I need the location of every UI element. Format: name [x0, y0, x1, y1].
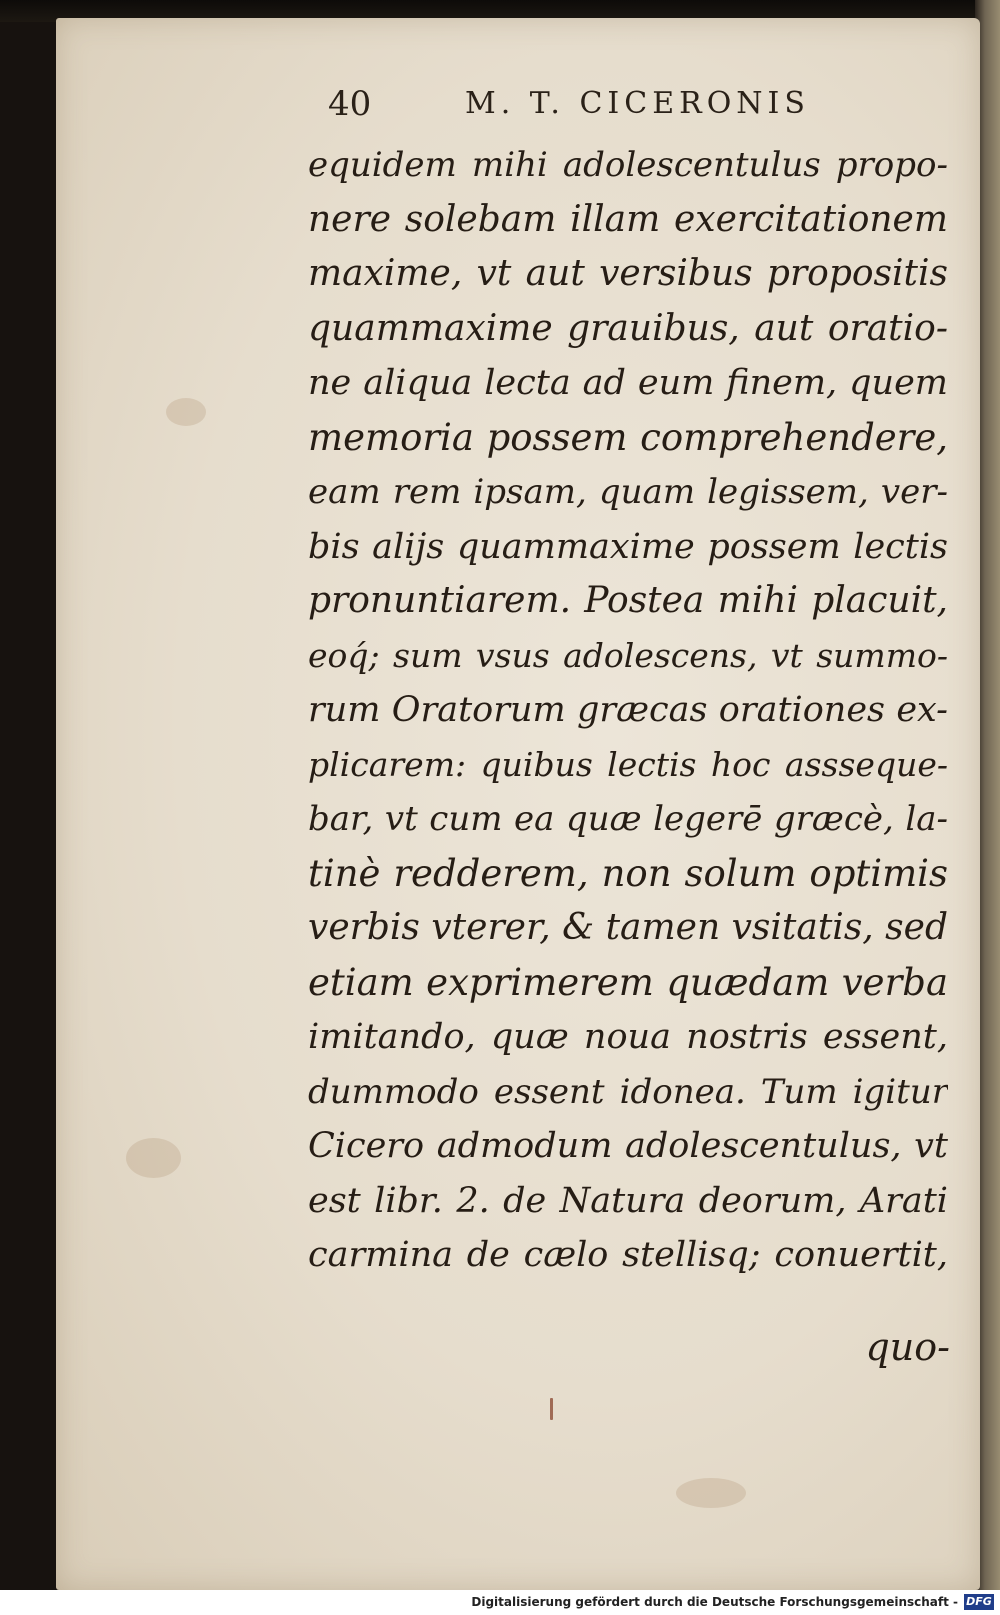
text-line: ne aliqua lecta ad eum finem, quem: [308, 363, 948, 403]
text-line: bis alijs quammaxime possem lectis: [308, 526, 948, 567]
text-line: bar, vt cum ea quæ legerē græcè, la-: [308, 799, 948, 839]
ink-mark: [550, 1398, 553, 1420]
text-line: etiam exprimerem quædam verba: [308, 960, 948, 1004]
running-head: M. T. CICERONIS: [465, 86, 810, 121]
text-line: nere solebam illam exercitationem: [308, 198, 948, 240]
digitization-footer: [0, 1590, 1000, 1615]
text-line: eoq́; sum vsus adolescens, vt summo-: [308, 635, 948, 675]
text-line: carmina de cælo stellisq; conuertit,: [308, 1235, 948, 1275]
text-line: memoria possem comprehendere,: [308, 415, 948, 459]
page-header: [320, 78, 840, 134]
text-line: rum Oratorum græcas orationes ex-: [308, 690, 948, 730]
text-line: dummodo essent idonea. Tum igitur: [308, 1071, 948, 1112]
catchword: quo-: [865, 1325, 950, 1369]
text-line: plicarem: quibus lectis hoc assseque-: [308, 744, 948, 784]
text-line: est libr. 2. de Natura deorum, Arati: [308, 1180, 948, 1221]
text-line: imitando, quæ noua nostris essent,: [308, 1017, 948, 1057]
text-line: quammaxime grauibus, aut oratio-: [308, 307, 948, 349]
text-line: equidem mihi adolescentulus propo-: [308, 145, 948, 185]
body-text: [308, 138, 948, 1283]
text-line: maxime, vt aut versibus propositis: [308, 253, 948, 294]
text-line: verbis vterer, & tamen vsitatis, sed: [308, 907, 948, 948]
text-line: eam rem ipsam, quam legissem, ver-: [308, 472, 948, 512]
text-line: pronuntiarem. Postea mihi placuit,: [308, 580, 948, 621]
page-number: 40: [328, 84, 372, 124]
dfg-logo: DFG: [964, 1594, 994, 1610]
text-line: Cicero admodum adolescentulus, vt: [308, 1126, 948, 1166]
text-line: tinè redderem, non solum optimis: [308, 851, 948, 895]
paper-stain: [166, 398, 206, 426]
funding-credit: Digitalisierung gefördert durch die Deutsche Forschungsgemeinschaft -: [471, 1595, 958, 1609]
paper-stain: [676, 1478, 746, 1508]
paper-stain: [126, 1138, 181, 1178]
